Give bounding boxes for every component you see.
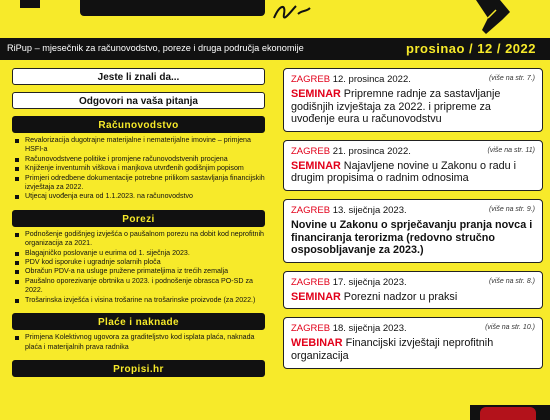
event-city: ZAGREB (291, 204, 331, 216)
event-card[interactable] (283, 140, 543, 191)
fountain-pen-icon (472, 0, 512, 34)
masthead (0, 0, 550, 38)
event-type: SEMINAR (291, 88, 341, 100)
list-item: Obračun PDV-a na usluge pružene primateljima iz trećih zemalja (12, 267, 265, 276)
event-date: 13. siječnja 2023. (332, 204, 407, 216)
list-item: Trošarinska izvješća i visina trošarine na trošarinske proizvode (za 2022.) (12, 296, 265, 305)
event-page-ref: (više na str. 7.) (488, 75, 535, 82)
event-type: WEBINAR (291, 337, 343, 350)
event-city: ZAGREB (291, 276, 331, 288)
list-item: Revalorizacija dugotrajne materijalne i nematerijalne imovine – primjena HSFI-a (12, 136, 265, 155)
contents-column (12, 68, 265, 384)
event-type: SEMINAR (291, 290, 341, 303)
section-racunovodstvo[interactable]: Računovodstvo (12, 116, 265, 133)
section-propisi[interactable]: Propisi.hr (12, 360, 265, 377)
list-item: Knjiženje inventurnih viškova i manjkova utvrđenih godišnjim popisom (12, 164, 265, 173)
event-card[interactable] (283, 271, 543, 310)
list-item: Paušalno oporezivanje obrtnika u 2023. i podnošenje obrasca PO-SD za 2022. (12, 277, 265, 296)
event-title: Financijski izvještaji neprofitnih organizacija (291, 337, 494, 362)
event-title: Novine u Zakonu o sprječavanju pranja novca i financiranja terorizma (redovno stručno osposobljavanje za 2023.) (291, 218, 533, 257)
event-date: 12. prosinca 2022. (332, 74, 411, 85)
event-page-ref: (više na str. 11) (487, 146, 535, 154)
list-item: Blagajničko poslovanje u eurima od 1. siječnja 2023. (12, 249, 265, 258)
event-card[interactable] (283, 199, 543, 263)
event-card[interactable] (283, 317, 543, 368)
section-place-i-naknade[interactable]: Plaće i naknade (12, 313, 265, 330)
list-item: Primjeri odredbene dokumentacije potrebne prilikom sastavljanja financijskih izvještaja za 2022. (12, 174, 265, 193)
masthead-dash (20, 0, 40, 8)
event-date: 21. prosinca 2022. (332, 145, 411, 157)
event-city: ZAGREB (291, 74, 331, 85)
tagline: RiPup – mjesečnik za računovodstvo, poreze i druga područja ekonomije (7, 43, 304, 53)
event-city: ZAGREB (291, 323, 331, 335)
events-column (283, 68, 543, 377)
event-title: Pripremne radnje za sastavljanje godišnjih izvještaja za 2022. i pripreme za uvođenje eura u računovodstvu (291, 88, 501, 126)
issue-date: prosinao / 12 / 2022 (406, 41, 536, 56)
event-date: 18. siječnja 2023. (332, 323, 407, 335)
event-title: Porezni nadzor u praksi (343, 290, 458, 303)
list-item: Primjena Kolektivnog ugovora za graditeljstvo kod isplata plaća, naknada plaća i materijalnih prava radnika (12, 333, 265, 352)
masthead-logo-icon (80, 0, 265, 16)
event-city: ZAGREB (291, 145, 331, 157)
event-date: 17. siječnja 2023. (332, 276, 407, 288)
masthead-swash-icon (272, 0, 312, 22)
header-strip (0, 38, 550, 60)
event-page-ref: (više na str. 8.) (488, 277, 535, 285)
racunovodstvo-list (12, 136, 265, 202)
event-card[interactable] (283, 68, 543, 132)
porezi-list (12, 230, 265, 305)
section-odgovori[interactable]: Odgovori na vaša pitanja (12, 92, 265, 109)
section-jeste-li-znali[interactable]: Jeste li znali da... (12, 68, 265, 85)
event-page-ref: (više na str. 10.) (485, 324, 535, 332)
section-porezi[interactable]: Porezi (12, 210, 265, 227)
event-page-ref: (više na str. 9.) (488, 205, 535, 213)
list-item: Podnošenje godišnjeg izvješća o paušalnom porezu na dobit kod neprofitnih organizacija za 2021. (12, 230, 265, 249)
list-item: Utjecaj uvođenja eura od 1.1.2023. na računovodstvo (12, 192, 265, 201)
cover-image-corner (470, 405, 550, 420)
place-list (12, 333, 265, 352)
list-item: PDV kod isporuke i ugradnje solarnih ploča (12, 258, 265, 267)
list-item: Računovodstvene politike i promjene računovodstvenih procjena (12, 155, 265, 164)
event-title: Najavljene novine u Zakonu o radu i drugim propisima o radnim odnosima (291, 159, 517, 185)
event-type: SEMINAR (291, 159, 341, 172)
